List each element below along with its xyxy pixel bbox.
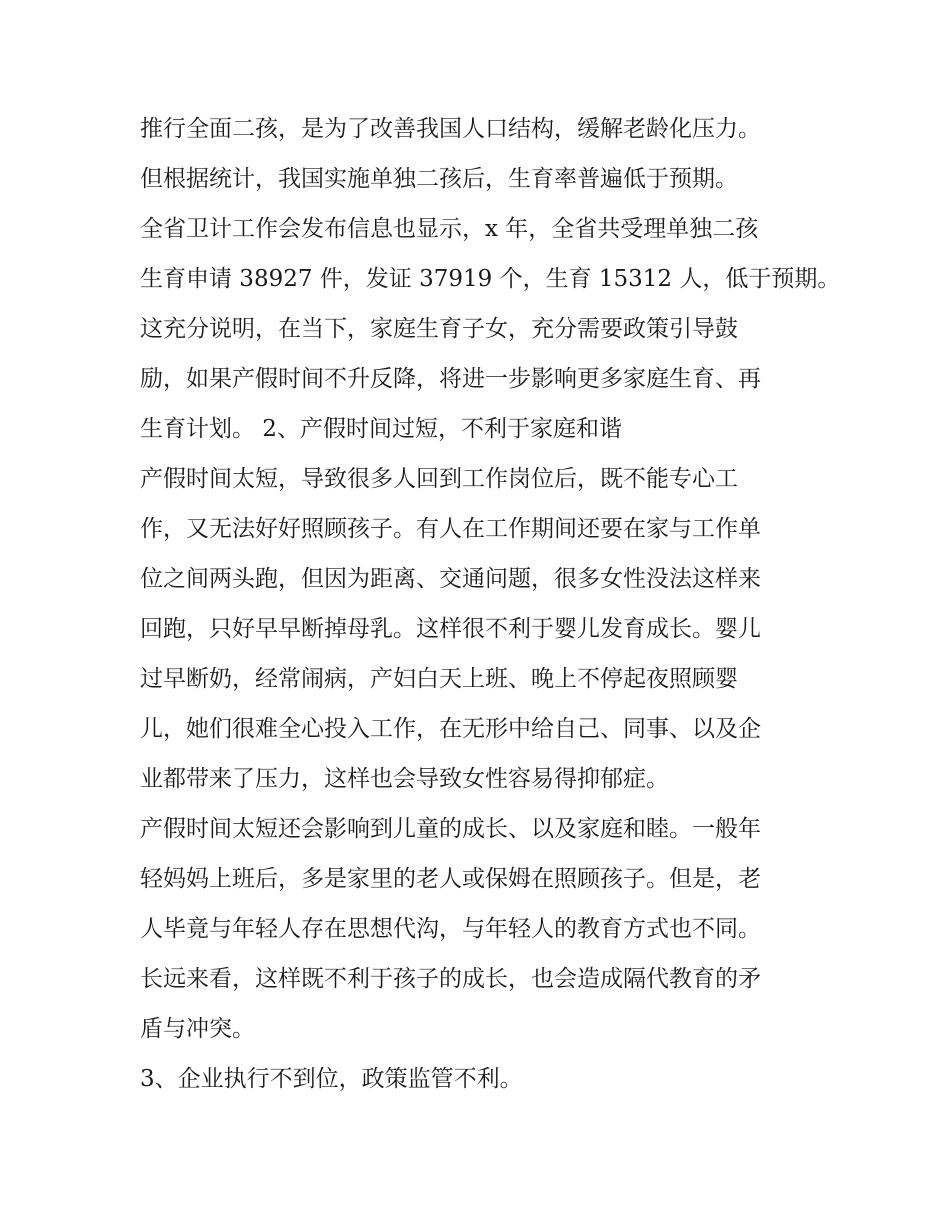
body-text [140,104,841,1104]
text-line-12: 过早断奶，经常闹病，产妇白天上班、晚上不停起夜照顾婴 [140,666,738,692]
text-line-14: 业都带来了压力，这样也会导致女性容易得抑郁症。 [140,766,669,792]
text-line-18: 长远来看，这样既不利于孩子的成长，也会造成隔代教育的矛 [140,966,761,992]
text-line-15: 产假时间太短还会影响到儿童的成长、以及家庭和睦。一般年 [140,816,761,842]
text-line-4: 生育申请 38927 件，发证 37919 个，生育 15312 人，低于预期。 [140,266,841,292]
text-line-17: 人毕竟与年轻人存在思想代沟，与年轻人的教育方式也不同。 [140,916,761,942]
text-line-5: 这充分说明，在当下，家庭生育子女，充分需要政策引导鼓 [140,316,738,342]
text-line-19: 盾与冲突。 [140,1016,255,1042]
text-line-1: 推行全面二孩，是为了改善我国人口结构，缓解老龄化压力。 [140,116,761,142]
text-line-3: 全省卫计工作会发布信息也显示，x 年，全省共受理单独二孩 [140,216,759,242]
text-line-20: 3、企业执行不到位，政策监管不利。 [140,1066,523,1092]
text-line-13: 儿，她们很难全心投入工作，在无形中给自己、同事、以及企 [140,716,761,742]
text-line-6: 励，如果产假时间不升反降，将进一步影响更多家庭生育、再 [140,366,761,392]
text-line-16: 轻妈妈上班后，多是家里的老人或保姆在照顾孩子。但是，老 [140,866,761,892]
text-line-9: 作，又无法好好照顾孩子。有人在工作期间还要在家与工作单 [140,516,761,542]
text-line-10: 位之间两头跑，但因为距离、交通问题，很多女性没法这样来 [140,566,761,592]
text-line-7: 生育计划。 2、产假时间过短，不利于家庭和谐 [140,416,622,442]
text-line-2: 但根据统计，我国实施单独二孩后，生育率普遍低于预期。 [140,166,738,192]
text-line-8: 产假时间太短，导致很多人回到工作岗位后，既不能专心工 [140,466,738,492]
text-line-11: 回跑，只好早早断掉母乳。这样很不利于婴儿发育成长。婴儿 [140,616,761,642]
